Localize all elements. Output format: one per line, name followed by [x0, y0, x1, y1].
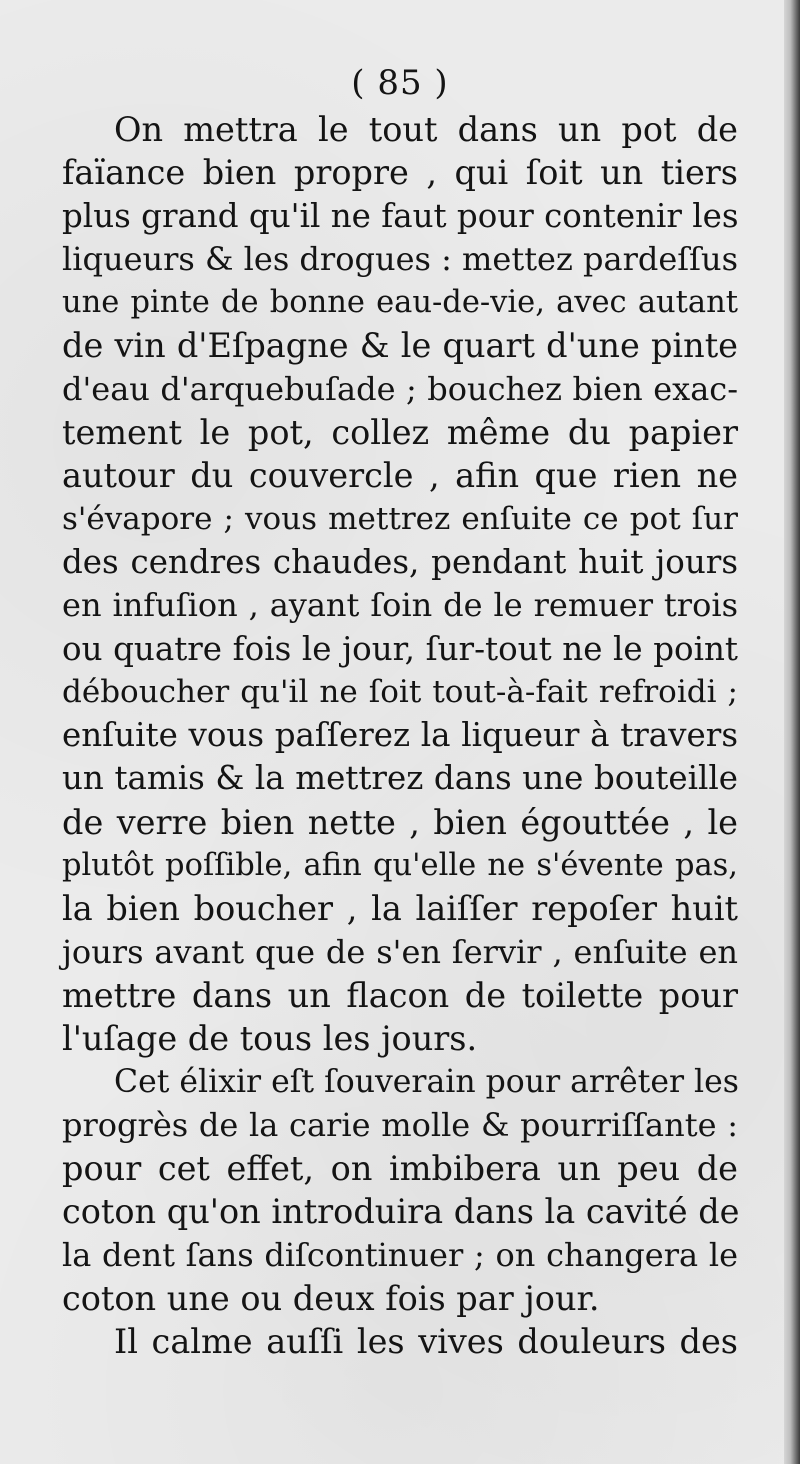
text-line: progrès de la carie molle & pourriſſante : — [62, 1105, 738, 1144]
paragraph-1 — [62, 108, 738, 1061]
book-page-text — [62, 58, 738, 1364]
text-line: plutôt poſſible, afin qu'elle ne s'évente pas, — [62, 848, 738, 884]
text-line: enſuite vous paſſerez la liqueur à travers — [62, 716, 738, 755]
text-line: déboucher qu'il ne ſoit tout-à-fait refroidi ; — [62, 673, 738, 710]
page-edge-shadow — [784, 0, 800, 1464]
text-line: d'eau d'arquebuſade ; bouchez bien exac- — [62, 369, 738, 408]
text-line: Il calme auſſi les vives douleurs des — [114, 1322, 738, 1362]
text-line: liqueurs & les drogues : mettez pardeſſus — [62, 239, 739, 278]
text-line: un tamis & la mettrez dans une bouteille — [62, 759, 738, 798]
text-line: On mettra le tout dans un pot de — [114, 110, 738, 149]
page-number: ( 85 ) — [351, 63, 449, 103]
paragraph-2 — [62, 1061, 738, 1321]
text-line: la bien boucher , la laiſſer repoſer huit — [62, 889, 738, 929]
text-line: la dent ſans diſcontinuer ; on changera le — [62, 1235, 738, 1274]
text-line: plus grand qu'il ne faut pour contenir les — [62, 196, 739, 235]
text-line: une pinte de bonne eau-de-vie, avec autant — [62, 285, 738, 321]
text-line: des cendres chaudes, pendant huit jours — [62, 542, 738, 581]
text-line: de vin d'Eſpagne & le quart d'une pinte — [62, 326, 738, 366]
text-line: l'uſage de tous les jours. — [62, 1019, 478, 1059]
text-line: ou quatre fois le jour, ſur-tout ne le point — [62, 629, 738, 668]
text-line: coton une ou deux fois par jour. — [62, 1279, 600, 1319]
text-line: jours avant que de s'en ſervir , enſuite en — [62, 932, 738, 971]
text-line: mettre dans un flacon de toilette pour — [62, 975, 738, 1015]
text-line: faïance bien propre , qui ſoit un tiers — [62, 153, 738, 193]
text-line: tement le pot, collez même du papier — [62, 413, 738, 453]
paragraph-3 — [62, 1320, 738, 1363]
text-line: Cet élixir eſt ſouverain pour arrêter les — [114, 1063, 739, 1100]
text-line: pour cet effet, on imbibera un peu de — [62, 1149, 738, 1189]
text-line: autour du couvercle , afin que rien ne — [62, 456, 738, 496]
text-line: s'évapore ; vous mettrez enſuite ce pot ſur — [62, 500, 738, 537]
text-line: de verre bien nette , bien égouttée , le — [62, 802, 738, 842]
text-line: coton qu'on introduira dans la cavité de — [62, 1192, 740, 1232]
text-line: en infuſion , ayant ſoin de le remuer trois — [62, 586, 738, 625]
